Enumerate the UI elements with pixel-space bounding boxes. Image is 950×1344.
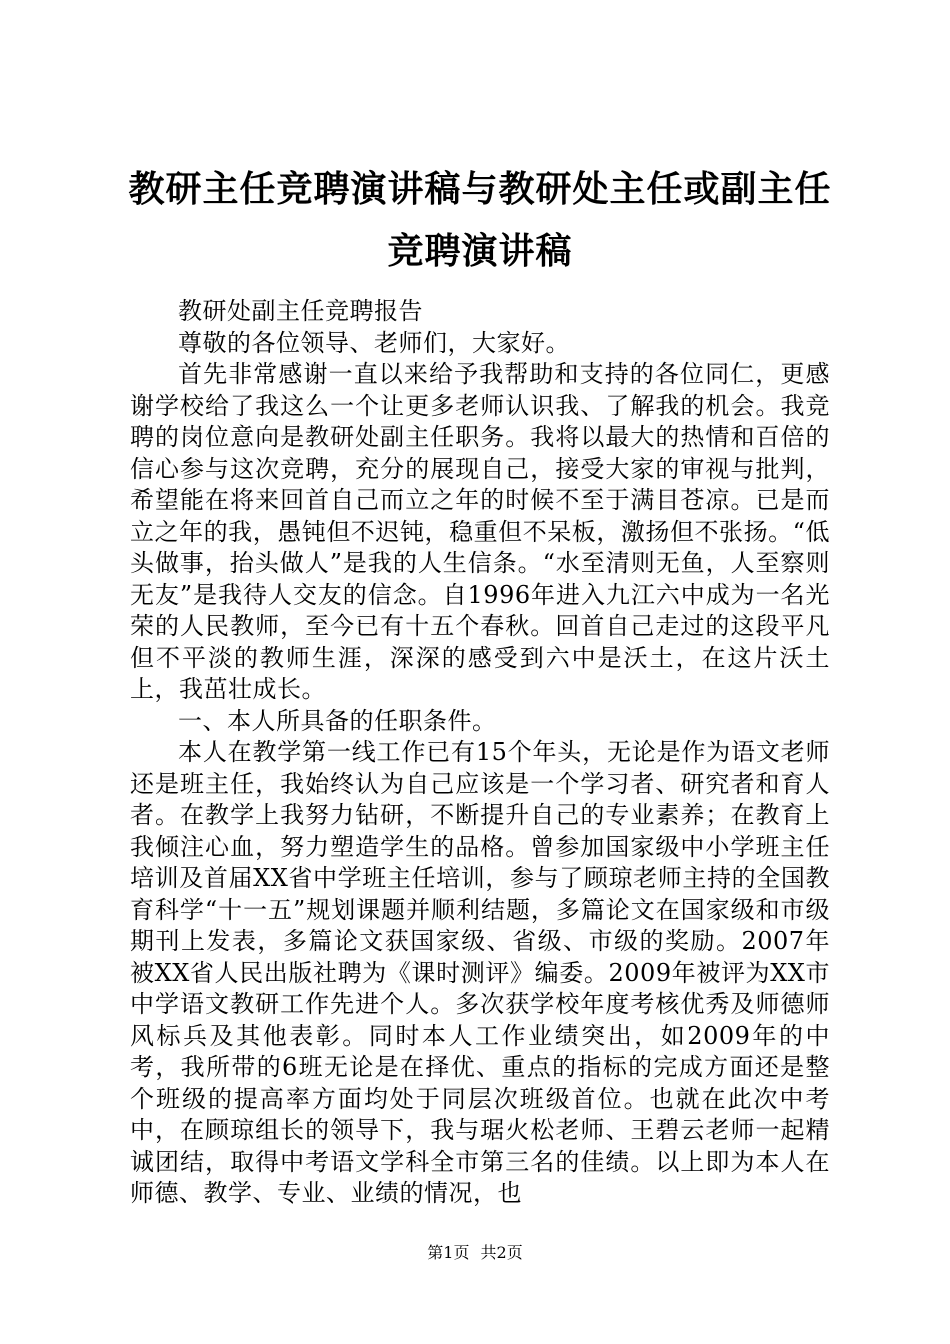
document-title: 教研主任竞聘演讲稿与教研处主任或副主任竞聘演讲稿 — [128, 168, 832, 272]
paragraph-section-heading: 一、本人所具备的任职条件。 — [178, 706, 497, 735]
paragraph-greeting: 尊敬的各位领导、老师们，大家好。 — [178, 328, 570, 357]
document-body — [130, 296, 830, 1210]
page-total: 共2页 — [480, 1243, 523, 1262]
paragraph-introduction: 首先非常感谢一直以来给予我帮助和支持的各位同仁，更感谢学校给了我这么一个让更多老师认识我、了解我的机会。我竞聘的岗位意向是教研处副主任职务。我将以最大的热情和百倍的信心参与这次竞聘，充分的展现自己，接受大家的审视与批判，希望能在将来回首自己而立之年的时候不至于满目苍凉。已是而立之年的我，愚钝但不迟钝，稳重但不呆板，激扬但不张扬。“低头做事，抬头做人”是我的人生信条。“水至清则无鱼，人至察则无友”是我待人交友的信念。自1996年进入九江六中成为一名光荣的人民教师，至今已有十五个春秋。回首自己走过的这段平凡但不平淡的教师生涯，深深的感受到六中是沃土，在这片沃土上，我茁壮成长。 — [130, 360, 830, 703]
page-number: 第1页 — [427, 1243, 470, 1262]
paragraph-subtitle: 教研处副主任竞聘报告 — [178, 297, 423, 325]
paragraph-qualifications: 本人在教学第一线工作已有15个年头，无论是作为语文老师还是班主任，我始终认为自己应该是一个学习者、研究者和育人者。在教学上我努力钻研，不断提升自己的专业素养；在教育上我倾注心血，努力塑造学生的品格。曾参加国家级中小学班主任培训及首届XX省中学班主任培训，参与了顾琼老师主持的全国教育科学“十一五”规划课题并顺利结题，多篇论文在国家级和市级期刊上发表，多篇论文获国家级、省级、市级的奖励。2007年被XX省人民出版社聘为《课时测评》编委。2009年被评为XX市中学语文教研工作先进个人。多次获学校年度考核优秀及师德师风标兵及其他表彰。同时本人工作业绩突出，如2009年的中考，我所带的6班无论是在择优、重点的指标的完成方面还是整个班级的提高率方面均处于同层次班级首位。也就在此次中考中，在顾琼组长的领导下，我与琚火松老师、王碧云老师一起精诚团结，取得中考语文学科全市第三名的佳绩。以上即为本人在师德、教学、专业、业绩的情况，也 — [130, 738, 830, 1207]
page-footer — [0, 1242, 950, 1264]
